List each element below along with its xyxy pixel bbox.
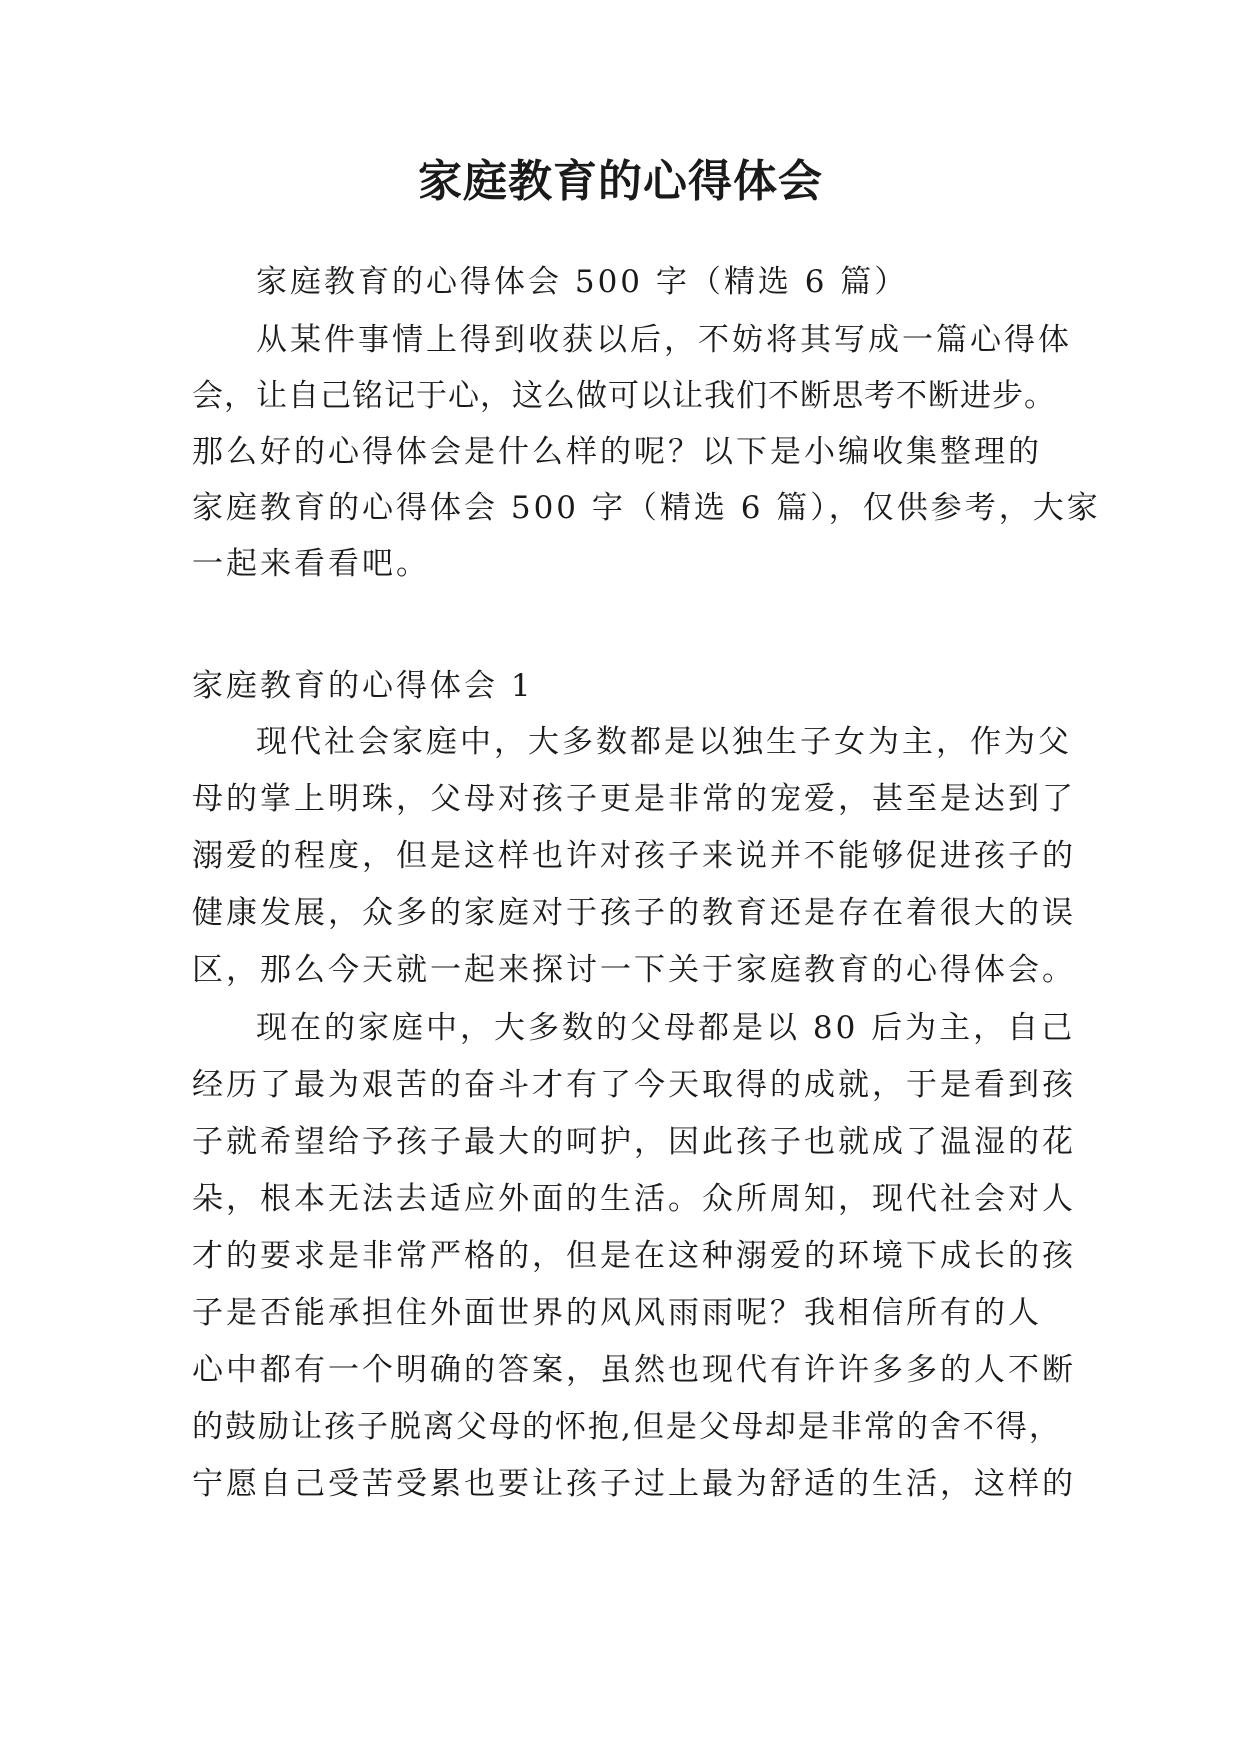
intro-line: 从某件事情上得到收获以后，不妨将其写成一篇心得体 [256, 322, 1072, 358]
body-line: 母的掌上明珠，父母对孩子更是非常的宠爱，甚至是达到了 [192, 781, 1076, 817]
body-line: 溺爱的程度，但是这样也许对孩子来说并不能够促进孩子的 [192, 838, 1076, 874]
body-line: 现在的家庭中，大多数的父母都是以 80 后为主，自己 [256, 1010, 1076, 1046]
body-line: 子就希望给予孩子最大的呵护，因此孩子也就成了温湿的花 [192, 1124, 1076, 1160]
body-line: 宁愿自己受苦受累也要让孩子过上最为舒适的生活，这样的 [192, 1466, 1076, 1502]
body-line: 的鼓励让孩子脱离父母的怀抱,但是父母却是非常的舍不得， [192, 1409, 1062, 1445]
intro-line: 一起来看看吧。 [192, 546, 430, 582]
body-line: 才的要求是非常严格的，但是在这种溺爱的环境下成长的孩 [192, 1238, 1076, 1274]
body-line: 朵，根本无法去适应外面的生活。众所周知，现代社会对人 [192, 1181, 1076, 1217]
subtitle-line: 家庭教育的心得体会 500 字（精选 6 篇） [256, 264, 909, 300]
body-line: 经历了最为艰苦的奋斗才有了今天取得的成就，于是看到孩 [192, 1067, 1076, 1103]
intro-line: 会，让自己铭记于心，这么做可以让我们不断思考不断进步。 [192, 378, 1056, 414]
intro-line: 家庭教育的心得体会 500 字（精选 6 篇），仅供参考，大家 [192, 490, 1101, 526]
intro-line: 那么好的心得体会是什么样的呢？以下是小编收集整理的 [192, 434, 1042, 470]
document-title: 家庭教育的心得体会 [418, 156, 823, 207]
body-line: 区，那么今天就一起来探讨一下关于家庭教育的心得体会。 [192, 952, 1076, 988]
body-line: 健康发展，众多的家庭对于孩子的教育还是存在着很大的误 [192, 895, 1076, 931]
body-line: 子是否能承担住外面世界的风风雨雨呢？我相信所有的人 [192, 1295, 1042, 1331]
body-line: 现代社会家庭中，大多数都是以独生子女为主，作为父 [256, 724, 1072, 760]
section-heading: 家庭教育的心得体会 1 [192, 668, 534, 704]
body-line: 心中都有一个明确的答案，虽然也现代有许许多多的人不断 [192, 1352, 1076, 1388]
